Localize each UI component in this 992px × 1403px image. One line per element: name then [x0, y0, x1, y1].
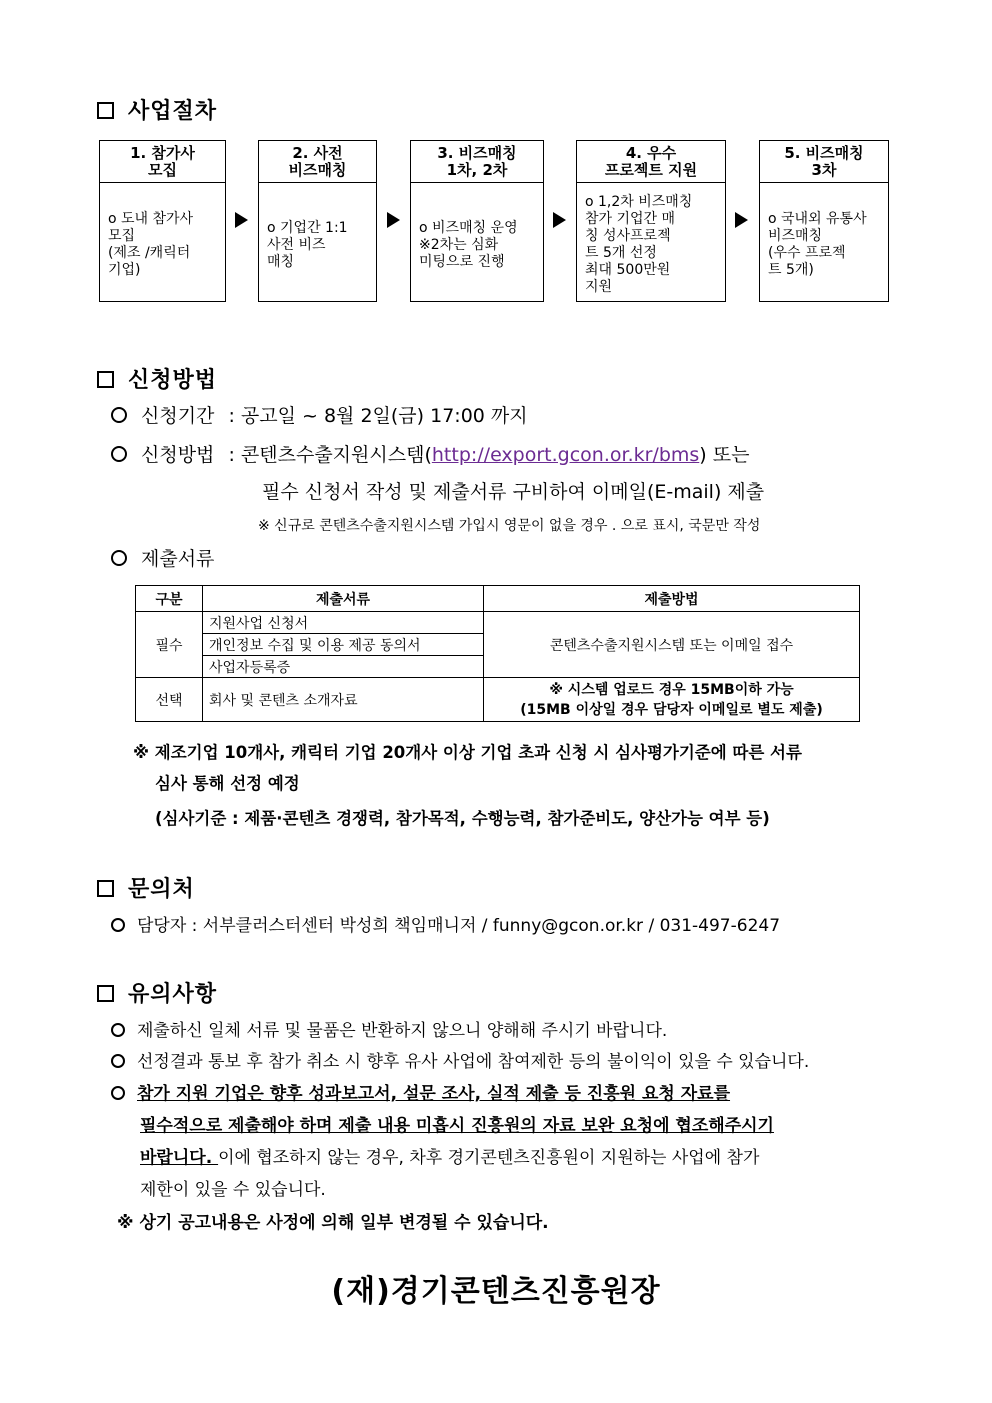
table-cell: 지원사업 신청서 — [203, 612, 484, 634]
table-cell: 개인정보 수집 및 이용 제공 동의서 — [203, 634, 484, 656]
note-item-1: 제출하신 일체 서류 및 물품은 반환하지 않으니 양해해 주시기 바랍니다. — [111, 1016, 667, 1041]
step-2 — [258, 140, 377, 302]
circle-bullet-icon — [111, 446, 127, 462]
note-item-2: 선정결과 통보 후 참가 취소 시 향후 유사 사업에 참여제한 등의 불이익이 있을 수 있습니다. — [111, 1047, 809, 1072]
arrow-right-icon — [553, 212, 566, 228]
step-3-body: o 비즈매칭 운영 ※2차는 심화 미팅으로 진행 — [419, 219, 518, 270]
apply-docs: 제출서류 — [111, 544, 214, 571]
screening-line3: (심사기준 : 제품·콘텐츠 경쟁력, 참가목적, 수행능력, 참가준비도, 양산가능 여부 등) — [155, 809, 770, 828]
step-2-head: 2. 사전 비즈매칭 — [259, 141, 376, 183]
table-header: 제출서류 — [203, 586, 484, 612]
documents-table — [135, 585, 860, 722]
step-5-head: 5. 비즈매칭 3차 — [760, 141, 888, 183]
apply-method: 신청방법 : 콘텐츠수출지원시스템(http://export.gcon.or.kr/bms) 또는 — [111, 440, 749, 467]
issuer-signature: (재)경기콘텐츠진흥원장 — [331, 1274, 661, 1309]
square-bullet-icon — [97, 102, 114, 119]
apply-method-note: ※ 신규로 콘텐츠수출지원시스템 가입시 영문이 없을 경우 . 으로 표시, 국문만 작성 — [258, 518, 761, 534]
screening-line2: 심사 통해 선정 예정 — [155, 774, 300, 793]
step-4 — [576, 140, 726, 302]
table-header: 제출방법 — [484, 586, 860, 612]
step-1 — [99, 140, 226, 302]
step-4-body: o 1,2차 비즈매칭 참가 기업간 매 칭 성사프로젝 트 5개 선정 최대 500만원 지원 — [585, 194, 693, 295]
table-cell: 사업자등록증 — [203, 656, 484, 678]
section-procedure-title: 사업절차 — [97, 94, 217, 125]
step-2-body: o 기업간 1:1 사전 비즈 매칭 — [267, 219, 348, 270]
step-5 — [759, 140, 889, 302]
note-item-3-line1: 참가 지원 기업은 향후 성과보고서, 설문 조사, 실적 제출 등 진흥원 요청 자료를 — [111, 1079, 730, 1104]
apply-period: 신청기간 : 공고일 ~ 8월 2일(금) 17:00 까지 — [111, 401, 528, 428]
circle-bullet-icon — [111, 407, 127, 423]
bms-link[interactable]: http://export.gcon.or.kr/bms — [431, 444, 700, 466]
arrow-right-icon — [387, 212, 400, 228]
step-3-head: 3. 비즈매칭 1차, 2차 — [411, 141, 543, 183]
note-item-3-line3: 바랍니다. 이에 협조하지 않는 경우, 차후 경기콘텐츠진흥원이 지원하는 사업에 참가 — [140, 1148, 760, 1168]
contact-line: 담당자 : 서부클러스터센터 박성희 책임매니저 / funny@gcon.or.kr / 031-497-6247 — [111, 911, 780, 936]
table-cell: 회사 및 콘텐츠 소개자료 — [203, 678, 484, 722]
square-bullet-icon — [97, 985, 114, 1002]
circle-bullet-icon — [111, 1023, 125, 1037]
required-label: 필수 — [136, 612, 203, 678]
step-1-body: o 도내 참가사 모집 (제조 /캐릭터 기업) — [108, 211, 194, 278]
square-bullet-icon — [97, 371, 114, 388]
screening-line1: ※ 제조기업 10개사, 캐릭터 기업 20개사 이상 기업 초과 신청 시 심사평가기준에 따른 서류 — [133, 743, 802, 762]
section-apply-title: 신청방법 — [97, 363, 217, 394]
note-item-3-line4: 제한이 있을 수 있습니다. — [140, 1180, 326, 1200]
table-header: 구분 — [136, 586, 203, 612]
note-final: ※ 상기 공고내용은 사정에 의해 일부 변경될 수 있습니다. — [117, 1213, 549, 1233]
circle-bullet-icon — [111, 1054, 125, 1068]
circle-bullet-icon — [111, 550, 127, 566]
circle-bullet-icon — [111, 1086, 125, 1100]
step-3 — [410, 140, 544, 302]
step-5-body: o 국내외 유통사 비즈매칭 (우수 프로젝 트 5개) — [768, 211, 867, 278]
step-4-head: 4. 우수 프로젝트 지원 — [577, 141, 725, 183]
required-method: 콘텐츠수출지원시스템 또는 이메일 접수 — [484, 612, 860, 678]
arrow-right-icon — [735, 212, 748, 228]
note-item-3-line2: 필수적으로 제출해야 하며 제출 내용 미흡시 진흥원의 자료 보완 요청에 협조해주시기 — [140, 1116, 774, 1136]
section-notes-title: 유의사항 — [97, 977, 217, 1008]
square-bullet-icon — [97, 880, 114, 897]
optional-label: 선택 — [136, 678, 203, 722]
step-1-head: 1. 참가사 모집 — [100, 141, 225, 183]
apply-method-line2: 필수 신청서 작성 및 제출서류 구비하여 이메일(E-mail) 제출 — [262, 481, 765, 503]
optional-method: ※ 시스템 업로드 경우 15MB이하 가능 (15MB 이상일 경우 담당자 이메일로 별도 제출) — [484, 678, 860, 722]
section-contact-title: 문의처 — [97, 872, 195, 903]
circle-bullet-icon — [111, 918, 125, 932]
arrow-right-icon — [235, 212, 248, 228]
